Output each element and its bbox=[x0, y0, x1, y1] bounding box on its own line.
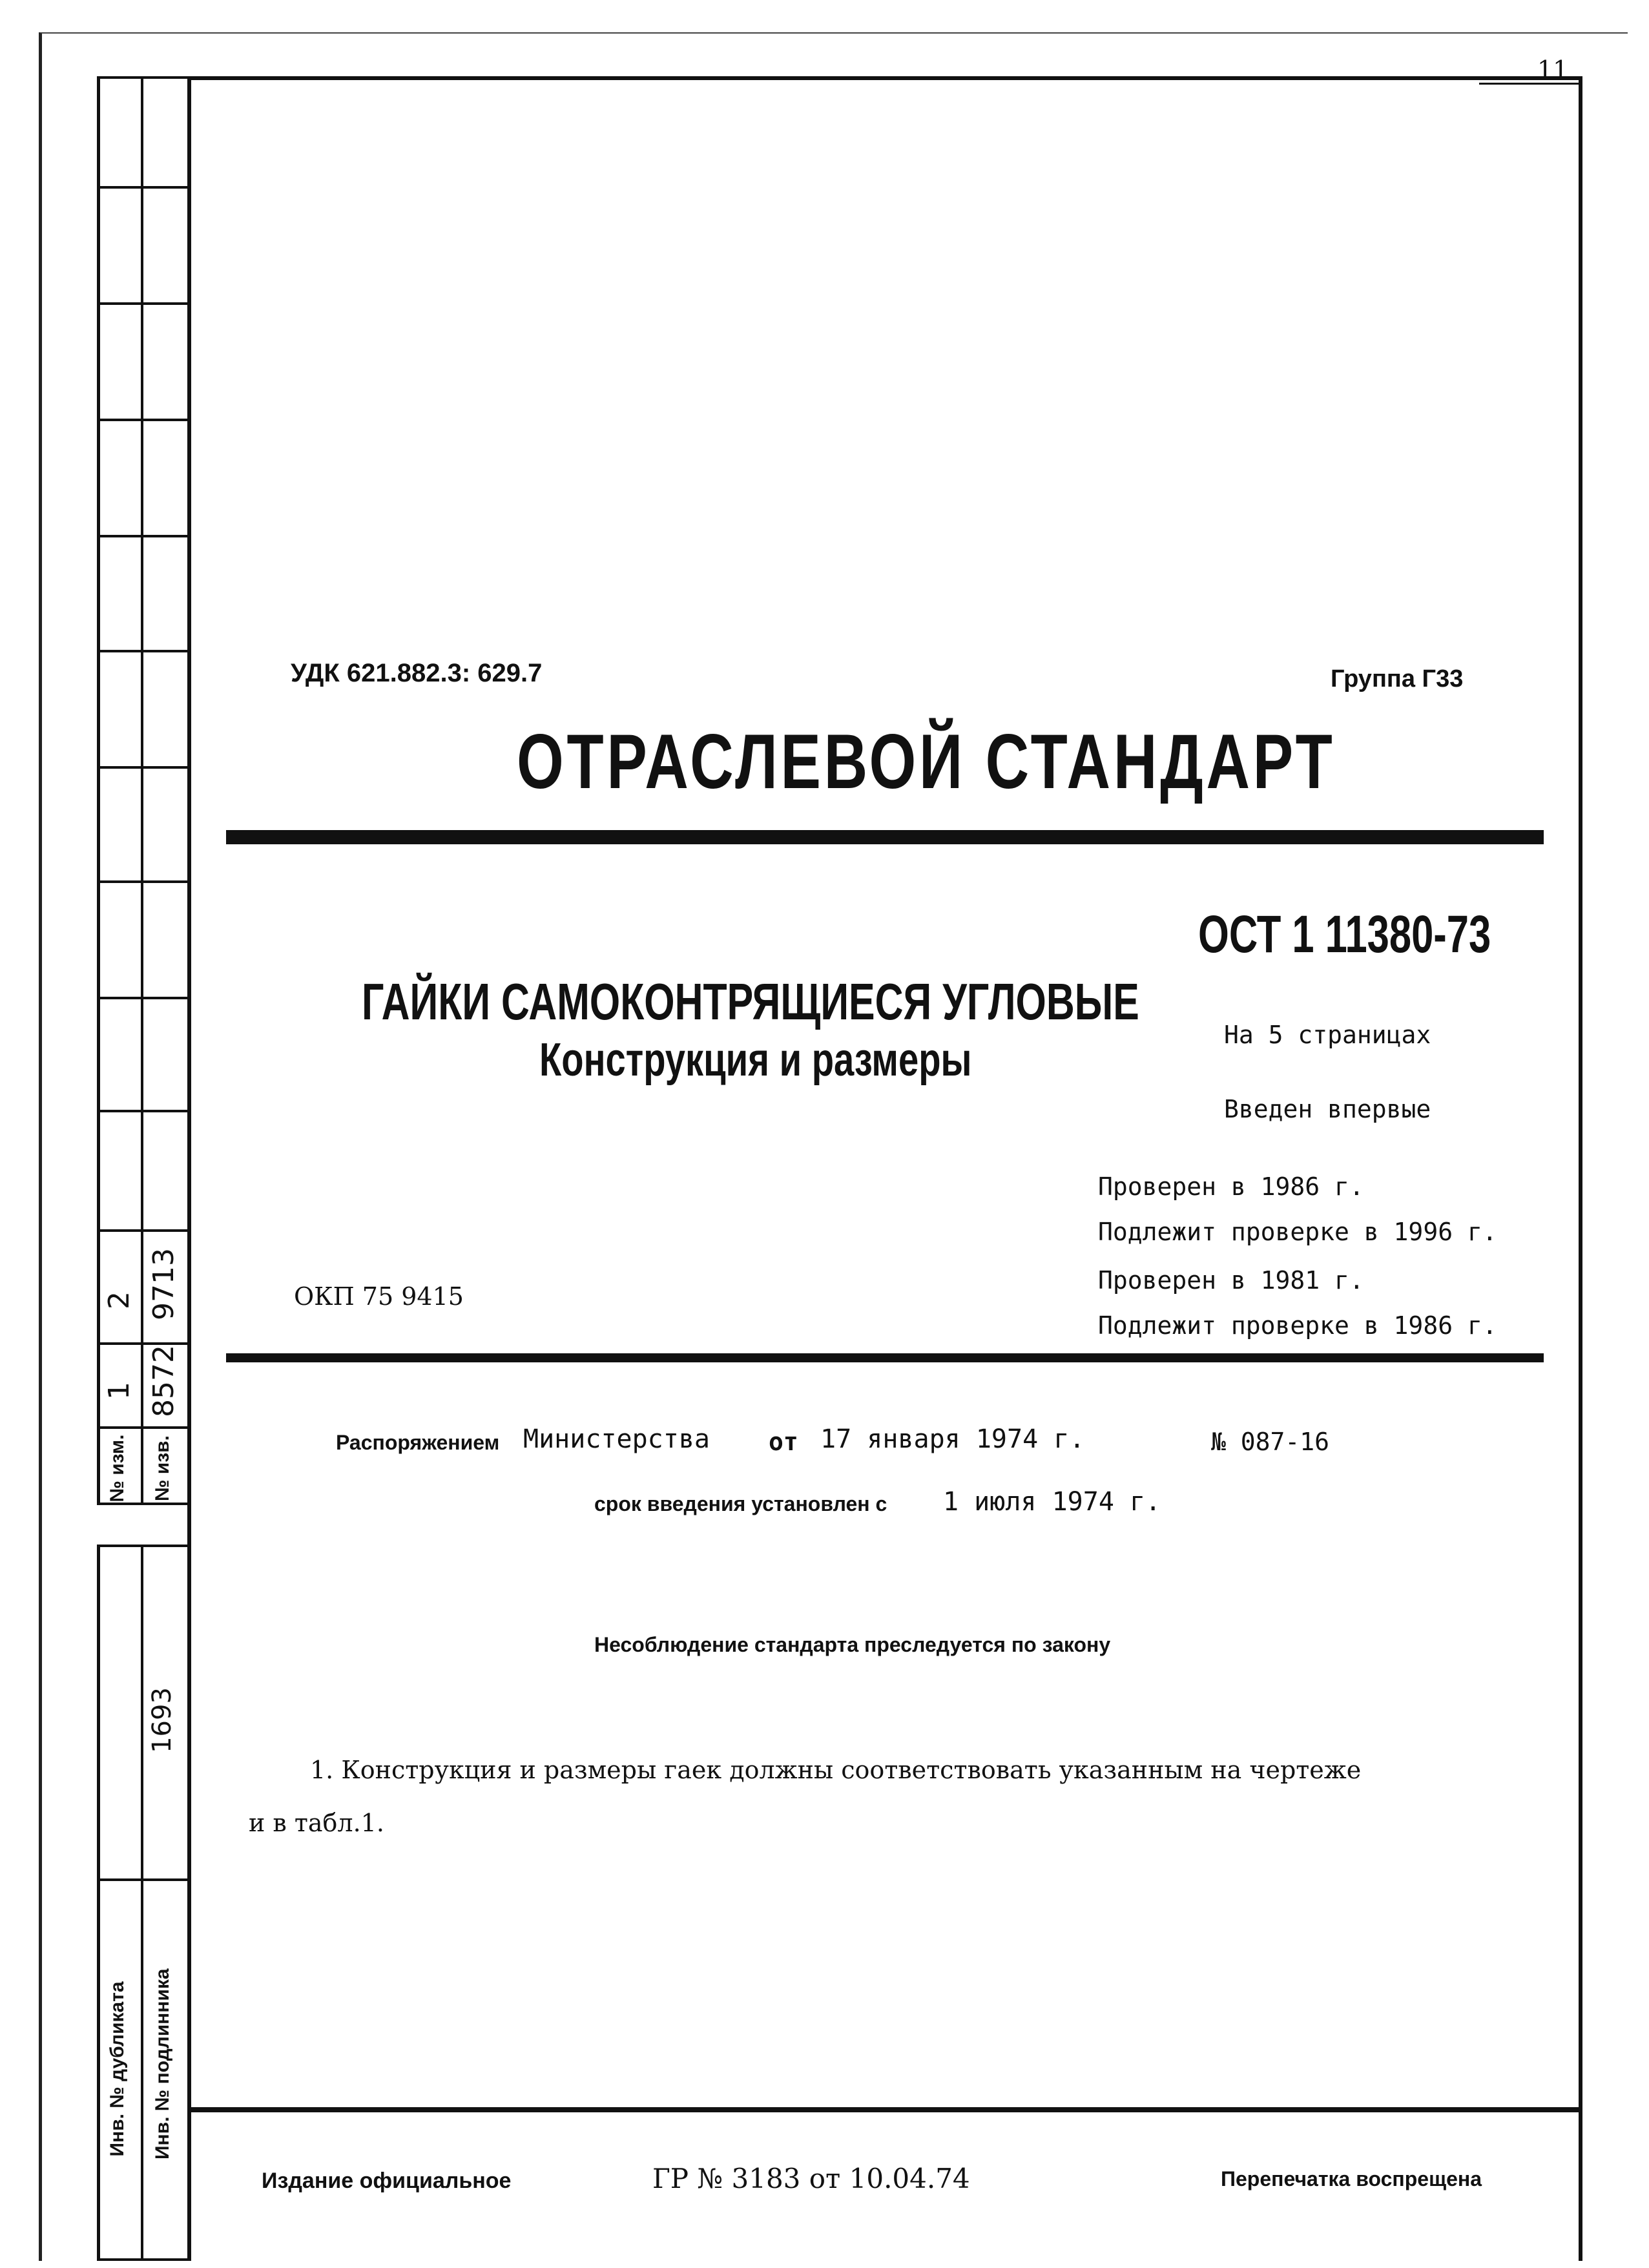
inventory-number: 1693 bbox=[147, 1687, 177, 1753]
footer-divider bbox=[187, 2107, 1582, 2112]
udk-code: УДК 621.882.3: 629.7 bbox=[291, 659, 543, 687]
term-label: срок введения установлен с bbox=[594, 1492, 887, 1515]
order-prefix: Распоряжением bbox=[336, 1431, 500, 1454]
check-line-4: Подлежит проверке в 1986 г. bbox=[1098, 1311, 1497, 1340]
standard-name: ГАЙКИ САМОКОНТРЯЩИЕСЯ УГЛОВЫЕ bbox=[362, 973, 1139, 1030]
notice-number-9713: 9713 bbox=[147, 1248, 180, 1320]
order-ministry: Министерства bbox=[523, 1424, 710, 1454]
check-line-2: Подлежит проверке в 1996 г. bbox=[1098, 1218, 1497, 1246]
change-number-2: 2 bbox=[103, 1291, 136, 1309]
paragraph-1-line-2: и в табл.1. bbox=[249, 1809, 384, 1837]
group-code: Группа Г33 bbox=[1331, 665, 1464, 692]
title-rule bbox=[226, 830, 1544, 844]
notice-label: № изв. bbox=[152, 1435, 173, 1501]
order-from: от bbox=[769, 1428, 798, 1456]
paragraph-1-line-1: 1. Конструкция и размеры гаек должны соответствовать указанным на чертеже bbox=[310, 1756, 1362, 1784]
reprint-notice: Перепечатка воспрещена bbox=[1221, 2167, 1482, 2190]
change-label: № изм. bbox=[107, 1434, 128, 1503]
official-edition: Издание официальное bbox=[262, 2169, 512, 2193]
original-inventory-label: Инв. № подлинника bbox=[152, 1968, 173, 2159]
pages-count: На 5 страницах bbox=[1224, 1021, 1431, 1049]
order-number: № 087-16 bbox=[1211, 1428, 1330, 1456]
term-date: 1 июля 1974 г. bbox=[943, 1487, 1161, 1517]
law-notice: Несоблюдение стандарта преследуется по закону bbox=[594, 1633, 1111, 1656]
registration-number: ГР № 3183 от 10.04.74 bbox=[652, 2163, 970, 2194]
introduced-note: Введен впервые bbox=[1224, 1095, 1431, 1123]
page-title: ОТРАСЛЕВОЙ СТАНДАРТ bbox=[517, 718, 1336, 805]
info-rule bbox=[226, 1353, 1544, 1362]
order-date: 17 января 1974 г. bbox=[820, 1424, 1085, 1454]
check-line-3: Проверен в 1981 г. bbox=[1098, 1266, 1364, 1295]
main-frame bbox=[187, 76, 1582, 2261]
duplicate-inventory-label: Инв. № дубликата bbox=[107, 1981, 128, 2157]
standard-subtitle: Конструкция и размеры bbox=[539, 1034, 972, 1086]
standard-code: ОСТ 1 11380-73 bbox=[1198, 905, 1491, 964]
notice-number-8572: 8572 bbox=[147, 1345, 180, 1417]
change-number-1: 1 bbox=[103, 1382, 136, 1400]
page-number-rule bbox=[1479, 83, 1582, 85]
okp-code: ОКП 75 9415 bbox=[294, 1282, 464, 1311]
check-line-1: Проверен в 1986 г. bbox=[1098, 1172, 1364, 1201]
page-number: 11 bbox=[1537, 56, 1569, 84]
side-strip bbox=[97, 76, 187, 2261]
